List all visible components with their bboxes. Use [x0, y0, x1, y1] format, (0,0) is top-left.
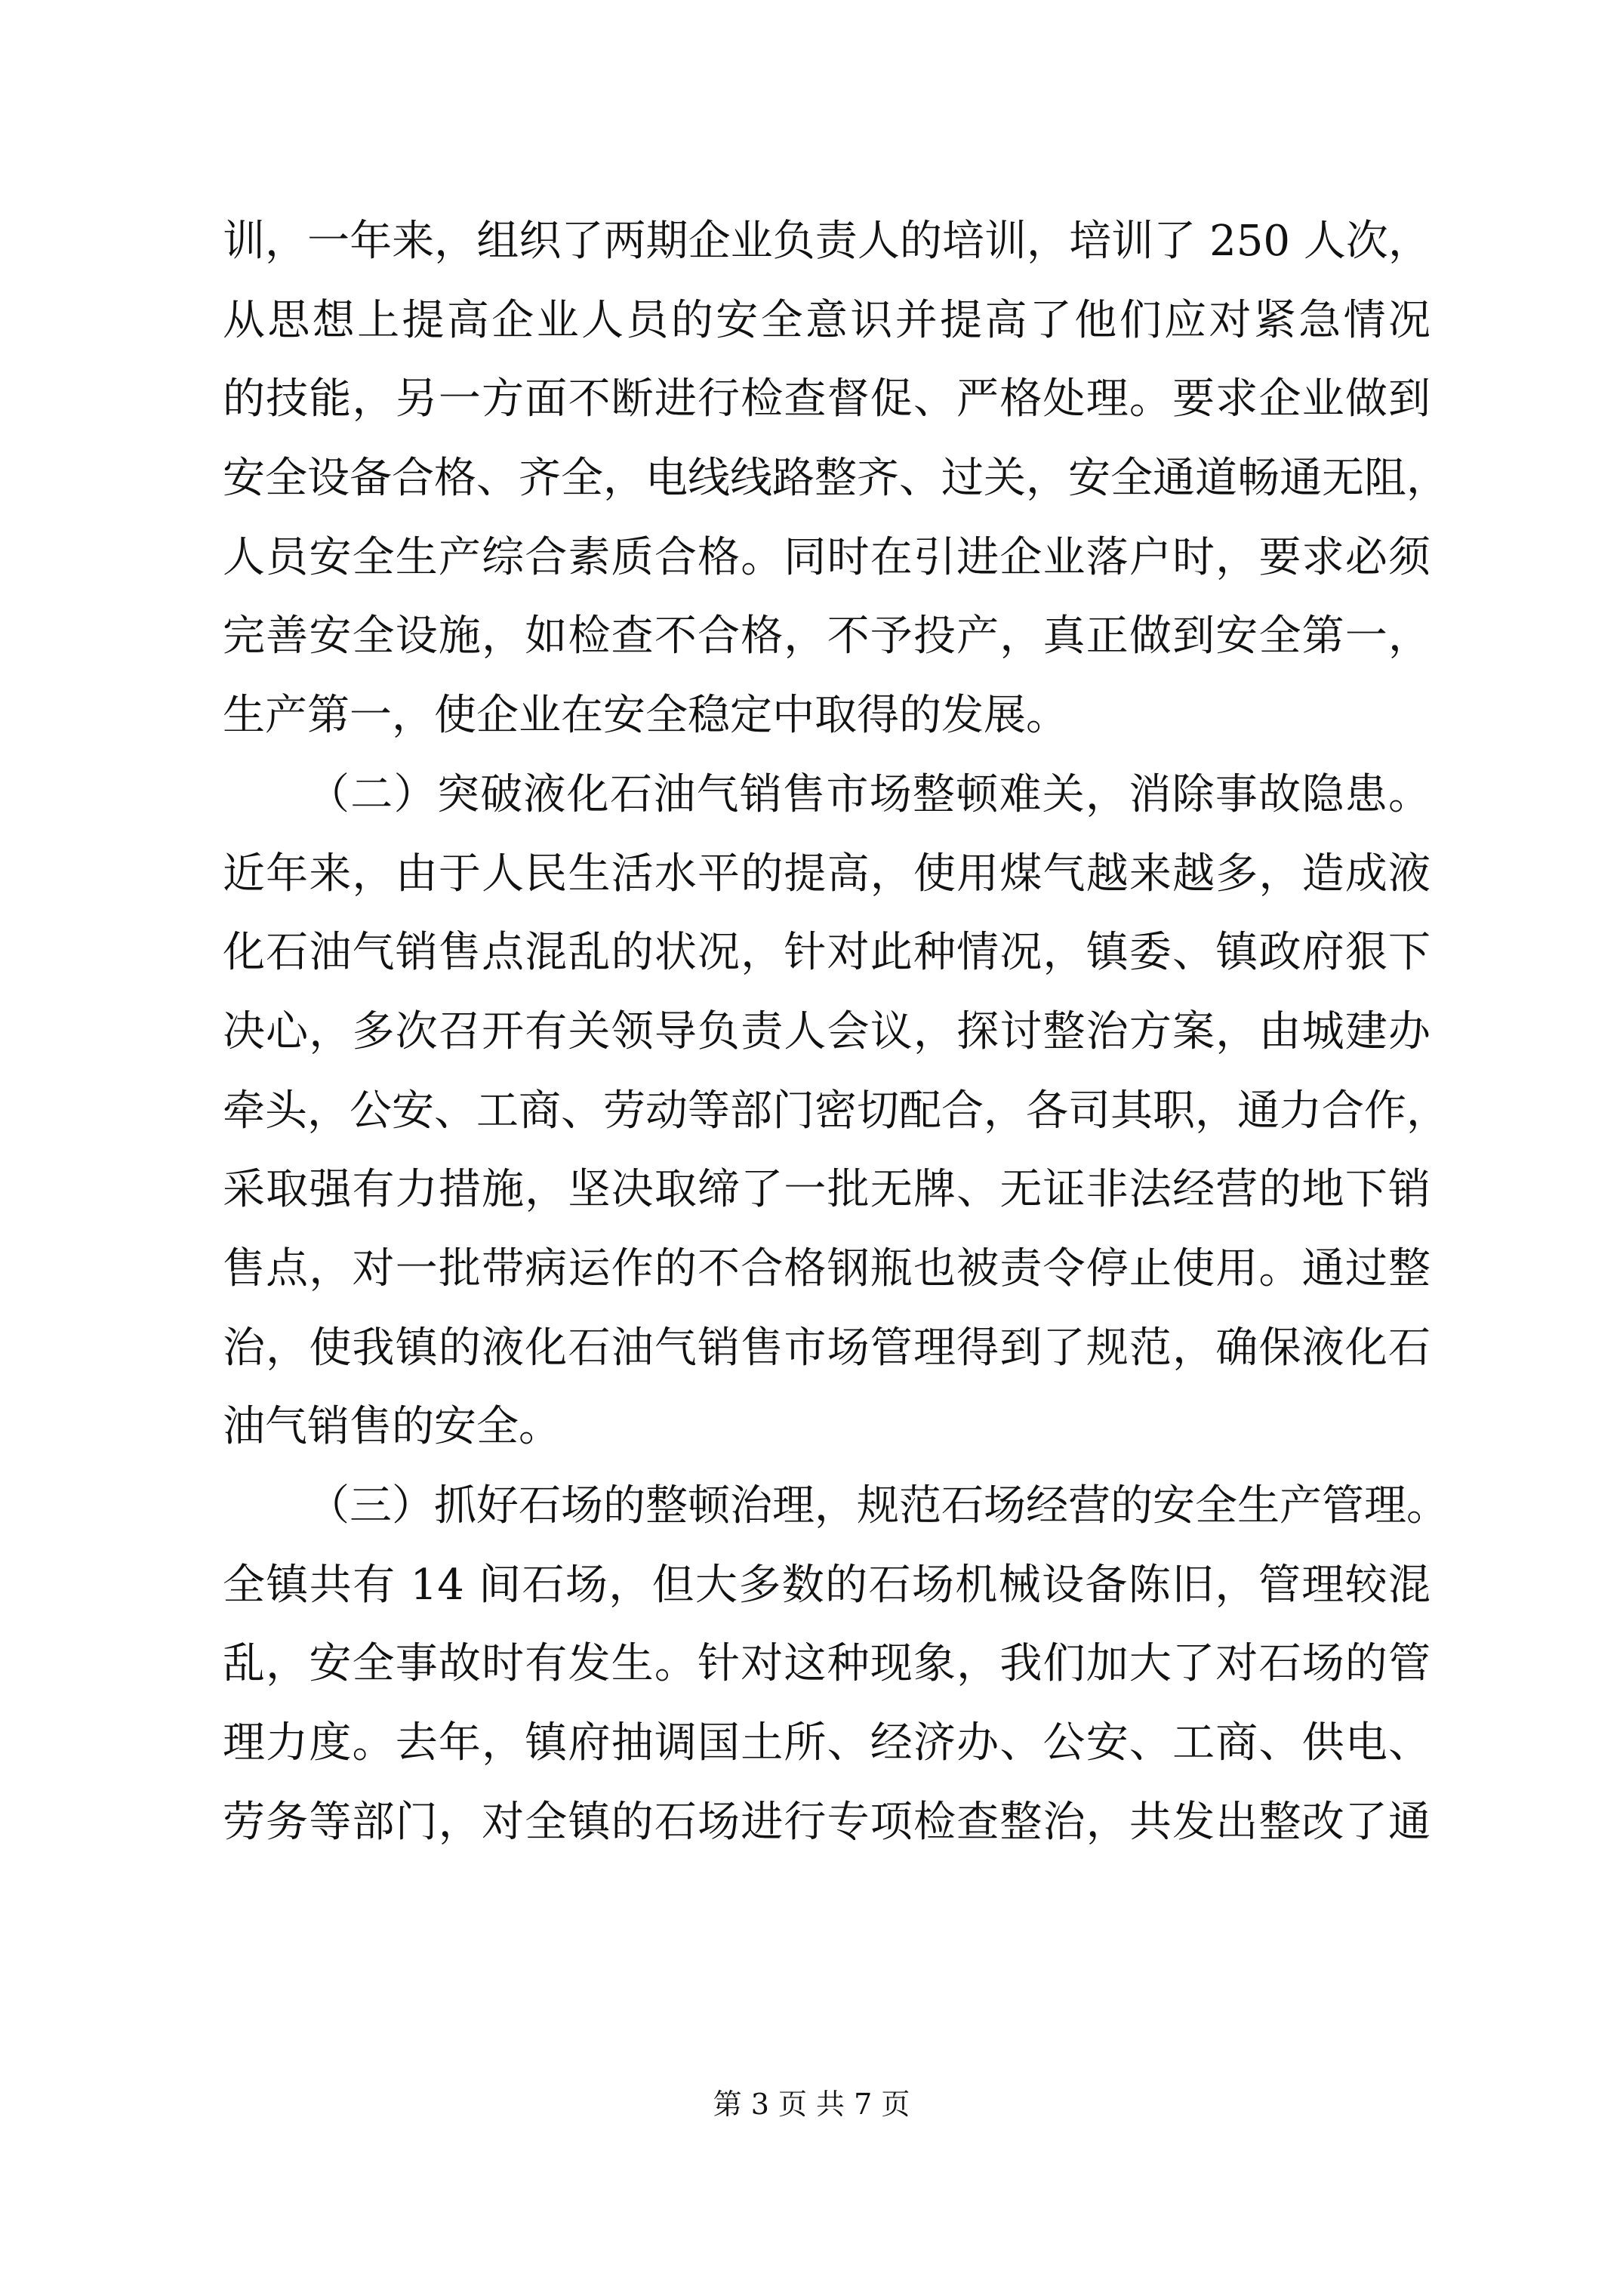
text-line: 生产第一，使企业在安全稳定中取得的发展。: [223, 691, 1068, 741]
text-line: 决心，多次召开有关领导负责人会议，探讨整治方案，由城建办: [223, 1006, 1431, 1056]
text-line: 训，一年来，组织了两期企业负责人的培训，培训了 250 人次，: [223, 217, 1431, 266]
paragraph-heading: （二）突破液化石油气销售市场整顿难关，消除事故隐患。: [307, 769, 1431, 819]
text-line: 油气销售的安全。: [223, 1402, 561, 1452]
text-line: 化石油气销售点混乱的状况，针对此种情况，镇委、镇政府狠下: [223, 928, 1431, 978]
text-line: 治，使我镇的液化石油气销售市场管理得到了规范，确保液化石: [223, 1323, 1431, 1373]
paragraph-heading: （三）抓好石场的整顿治理，规范石场经营的安全生产管理。: [307, 1481, 1449, 1530]
text-line: 全镇共有 14 间石场，但大多数的石场机械设备陈旧，管理较混: [223, 1560, 1431, 1610]
text-line: 人员安全生产综合素质合格。同时在引进企业落户时，要求必须: [223, 532, 1431, 582]
text-line: 售点，对一批带病运作的不合格钢瓶也被责令停止使用。通过整: [223, 1244, 1431, 1293]
text-line: 安全设备合格、齐全，电线线路整齐、过关，安全通道畅通无阻，: [223, 454, 1449, 504]
text-line: 的技能，另一方面不断进行检查督促、严格处理。要求企业做到: [223, 374, 1431, 424]
page-footer: 第 3 页 共 7 页: [713, 2088, 910, 2121]
text-line: 近年来，由于人民生活水平的提高，使用煤气越来越多，造成液: [223, 849, 1431, 898]
text-line: 采取强有力措施，坚决取缔了一批无牌、无证非法经营的地下销: [223, 1165, 1431, 1215]
text-line: 从思想上提高企业人员的安全意识并提高了他们应对紧急情况: [223, 295, 1431, 345]
text-line: 牵头，公安、工商、劳动等部门密切配合，各司其职，通力合作，: [223, 1086, 1449, 1136]
text-line: 理力度。去年，镇府抽调国土所、经济办、公安、工商、供电、: [223, 1718, 1431, 1768]
text-line: 乱，安全事故时有发生。针对这种现象，我们加大了对石场的管: [223, 1639, 1431, 1689]
text-line: 完善安全设施，如检查不合格，不予投产，真正做到安全第一，: [223, 612, 1431, 661]
body-text: [223, 202, 1449, 1862]
text-line: 劳务等部门，对全镇的石场进行专项检查整治，共发出整改了通: [223, 1797, 1431, 1847]
